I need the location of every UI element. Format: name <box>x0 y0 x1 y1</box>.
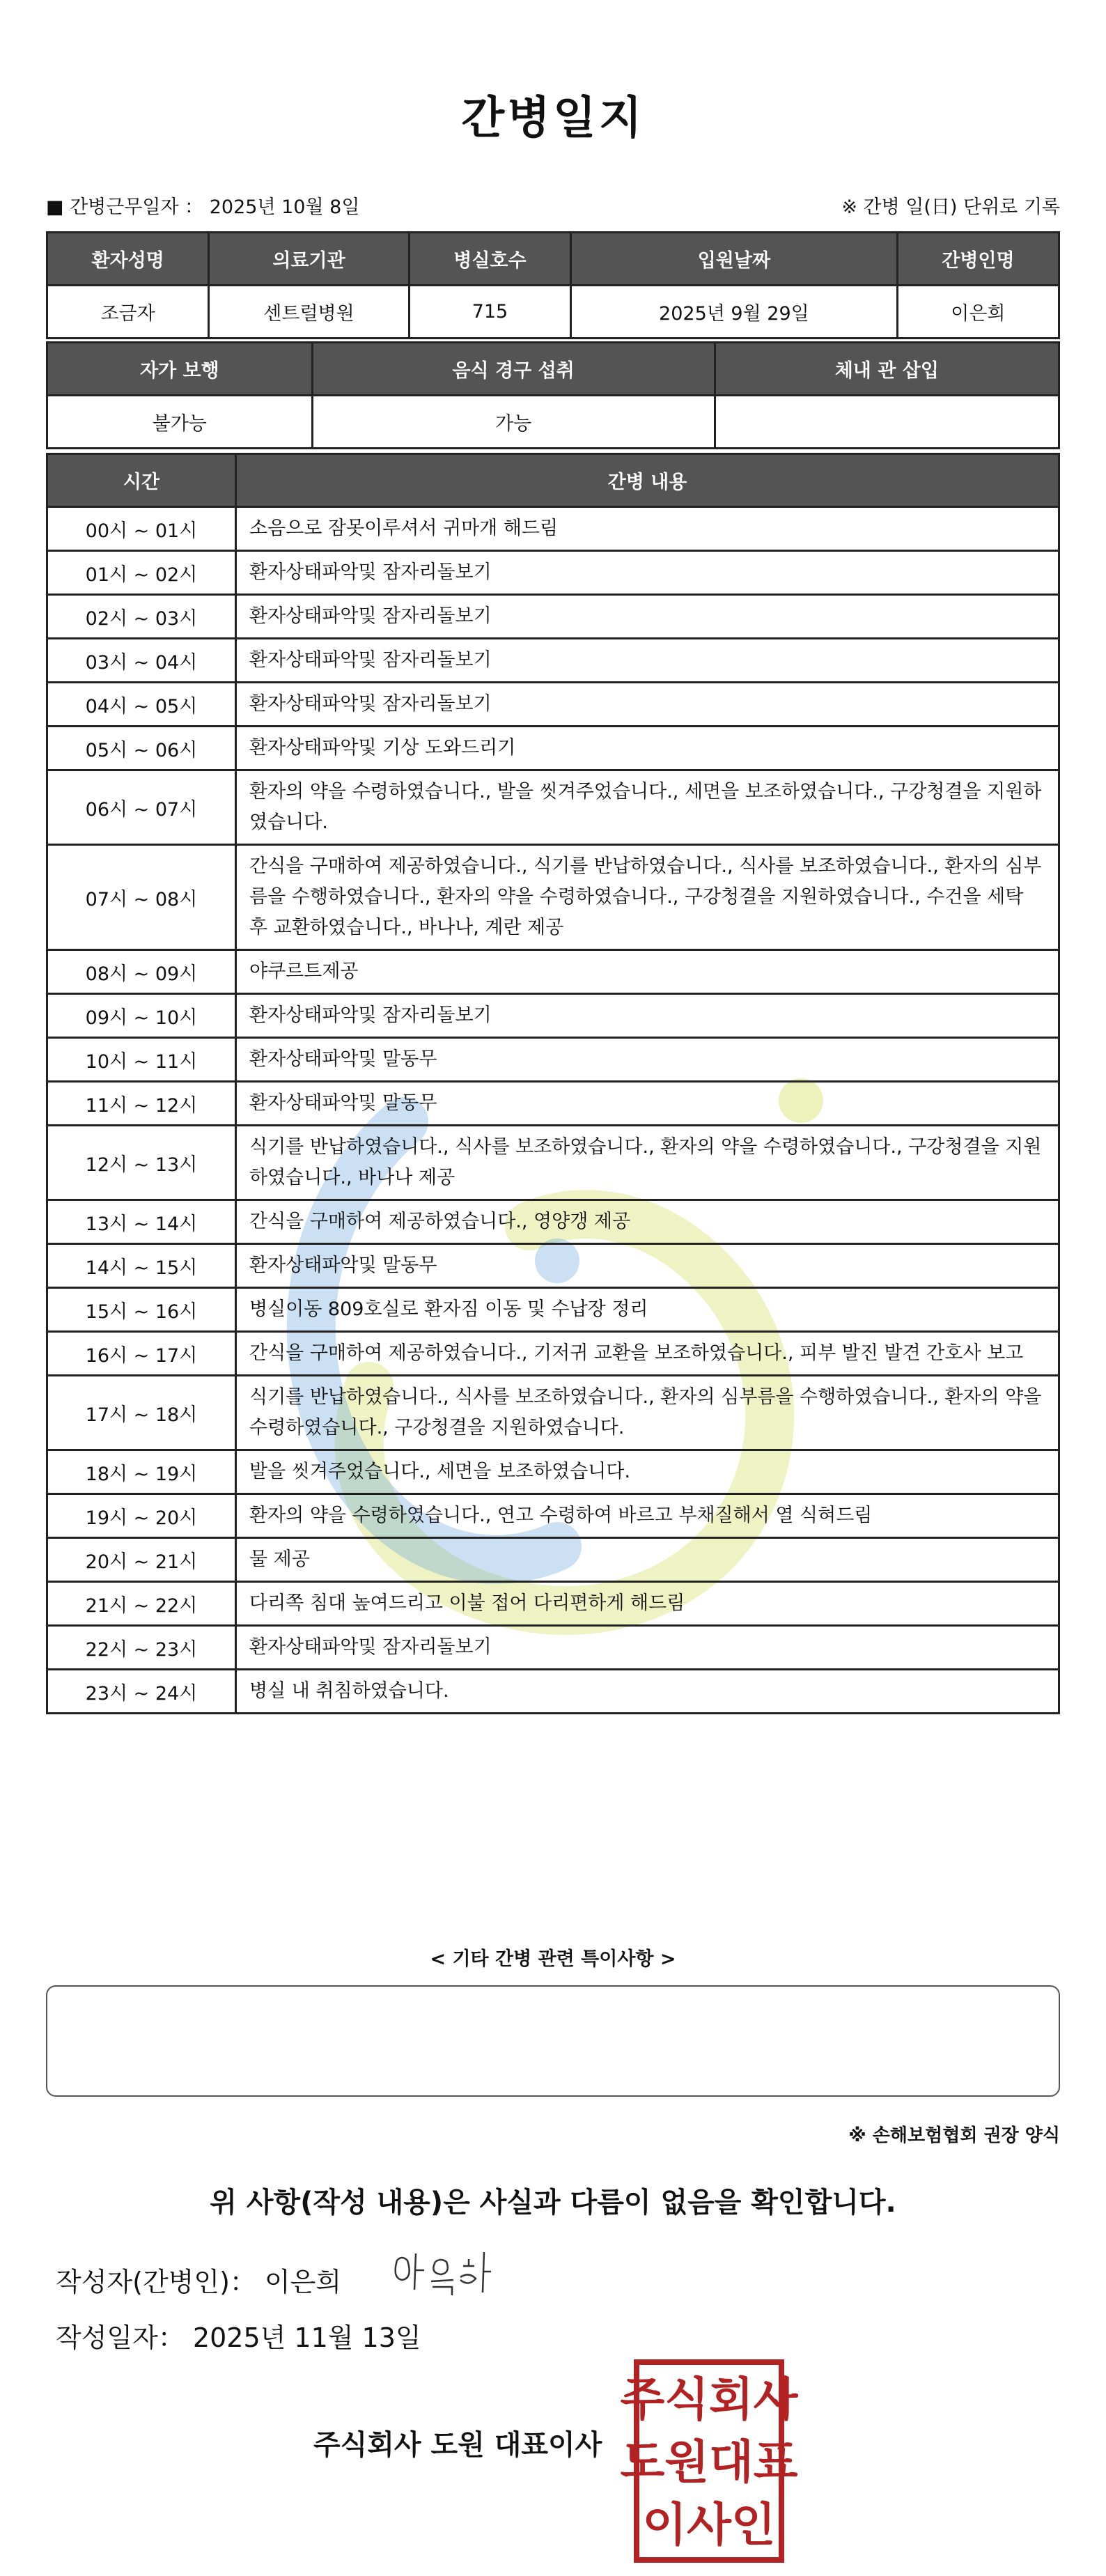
log-row <box>47 1244 1059 1288</box>
log-content: 환자상태파악및 잠자리돌보기 <box>236 551 1059 595</box>
care-log-table <box>46 453 1060 1714</box>
header-oral-intake: 음식 경구 섭취 <box>312 343 715 396</box>
log-content: 환자상태파악및 말동무 <box>236 1038 1059 1082</box>
log-row <box>47 770 1059 845</box>
writer-date-line: 작성일자： 2025년 11월 13일 <box>56 2322 421 2353</box>
log-row <box>47 595 1059 639</box>
log-row <box>47 1494 1059 1538</box>
signature-image <box>387 2247 498 2302</box>
svg-text:주식회사: 주식회사 <box>620 2373 798 2426</box>
log-row <box>47 1126 1059 1200</box>
log-row <box>47 1670 1059 1714</box>
log-time: 02시 ~ 03시 <box>47 595 236 639</box>
log-row <box>47 1450 1059 1494</box>
svg-text:이사인: 이사인 <box>642 2498 776 2552</box>
log-time: 14시 ~ 15시 <box>47 1244 236 1288</box>
log-content: 식기를 반납하였습니다., 식사를 보조하였습니다., 환자의 심부름을 수행하였습니다., 환자의 약을 수령하였습니다., 구강청결을 지원하였습니다. <box>236 1376 1059 1450</box>
log-row <box>47 1038 1059 1082</box>
log-row <box>47 1582 1059 1626</box>
self-walking-value: 불가능 <box>47 396 313 449</box>
log-time: 20시 ~ 21시 <box>47 1538 236 1582</box>
work-date: ■ 간병근무일자 ： 2025년 10월 8일 <box>46 196 360 218</box>
log-time: 07시 ~ 08시 <box>47 845 236 950</box>
log-content: 환자상태파악및 말동무 <box>236 1244 1059 1288</box>
log-time: 21시 ~ 22시 <box>47 1582 236 1626</box>
special-notes-box <box>46 1985 1060 2097</box>
svg-text:도원대표: 도원대표 <box>620 2435 798 2489</box>
log-content: 환자상태파악및 잠자리돌보기 <box>236 639 1059 683</box>
header-tube-insertion: 체내 관 삽입 <box>715 343 1059 396</box>
form-note: ※ 손해보험협회 권장 양식 <box>848 2125 1060 2146</box>
log-content: 발을 씻겨주었습니다., 세면을 보조하였습니다. <box>236 1450 1059 1494</box>
log-content: 소음으로 잠못이루셔서 귀마개 해드림 <box>236 507 1059 551</box>
log-row <box>47 683 1059 727</box>
log-time: 05시 ~ 06시 <box>47 727 236 770</box>
admission-date: 2025년 9월 29일 <box>571 286 898 339</box>
log-row <box>47 994 1059 1038</box>
log-content: 간식을 구매하여 제공하였습니다., 영양갱 제공 <box>236 1200 1059 1244</box>
tube-insertion-value <box>715 396 1059 449</box>
log-content: 환자상태파악및 잠자리돌보기 <box>236 595 1059 639</box>
log-time: 15시 ~ 16시 <box>47 1288 236 1332</box>
log-content: 환자의 약을 수령하였습니다., 연고 수령하여 바르고 부채질해서 열 식혀드림 <box>236 1494 1059 1538</box>
log-row <box>47 845 1059 950</box>
caregiver-name: 이은희 <box>897 286 1059 339</box>
header-hospital: 의료기관 <box>209 233 410 286</box>
patient-info-table <box>46 231 1060 339</box>
header-admission-date: 입원날짜 <box>571 233 898 286</box>
log-row <box>47 1626 1059 1670</box>
log-time: 12시 ~ 13시 <box>47 1126 236 1200</box>
log-time: 17시 ~ 18시 <box>47 1376 236 1450</box>
oral-intake-value: 가능 <box>312 396 715 449</box>
header-care-content: 간병 내용 <box>236 454 1059 507</box>
log-time: 11시 ~ 12시 <box>47 1082 236 1126</box>
log-time: 23시 ~ 24시 <box>47 1670 236 1714</box>
log-content: 야쿠르트제공 <box>236 950 1059 994</box>
header-patient-name: 환자성명 <box>47 233 209 286</box>
log-time: 16시 ~ 17시 <box>47 1332 236 1376</box>
log-time: 06시 ~ 07시 <box>47 770 236 845</box>
log-content: 병실이동 809호실로 환자짐 이동 및 수납장 정리 <box>236 1288 1059 1332</box>
log-content: 환자상태파악및 잠자리돌보기 <box>236 1626 1059 1670</box>
log-time: 10시 ~ 11시 <box>47 1038 236 1082</box>
log-time: 00시 ~ 01시 <box>47 507 236 551</box>
log-row <box>47 1200 1059 1244</box>
log-time: 03시 ~ 04시 <box>47 639 236 683</box>
log-content: 식기를 반납하였습니다., 식사를 보조하였습니다., 환자의 약을 수령하였습니다., 구강청결을 지원하였습니다., 바나나 제공 <box>236 1126 1059 1200</box>
log-row <box>47 1082 1059 1126</box>
patient-name: 조금자 <box>47 286 209 339</box>
log-time: 09시 ~ 10시 <box>47 994 236 1038</box>
log-time: 13시 ~ 14시 <box>47 1200 236 1244</box>
hospital: 센트럴병원 <box>209 286 410 339</box>
log-row <box>47 507 1059 551</box>
header-self-walking: 자가 보행 <box>47 343 313 396</box>
log-row <box>47 1538 1059 1582</box>
log-content: 환자상태파악및 기상 도와드리기 <box>236 727 1059 770</box>
log-content: 환자의 약을 수령하였습니다., 발을 씻겨주었습니다., 세면을 보조하였습니다., 구강청결을 지원하였습니다. <box>236 770 1059 845</box>
header-room-number: 병실호수 <box>409 233 570 286</box>
header-time: 시간 <box>47 454 236 507</box>
company-seal <box>620 2358 798 2564</box>
log-content: 물 제공 <box>236 1538 1059 1582</box>
log-content: 병실 내 취침하였습니다. <box>236 1670 1059 1714</box>
log-row <box>47 1376 1059 1450</box>
company-representative: 주식회사 도원 대표이사 <box>313 2429 602 2461</box>
log-time: 18시 ~ 19시 <box>47 1450 236 1494</box>
log-content: 간식을 구매하여 제공하였습니다., 기저귀 교환을 보조하였습니다., 피부 발진 발견 간호사 보고 <box>236 1332 1059 1376</box>
log-content: 환자상태파악및 말동무 <box>236 1082 1059 1126</box>
unit-note: ※ 간병 일(日) 단위로 기록 <box>841 196 1060 218</box>
log-time: 22시 ~ 23시 <box>47 1626 236 1670</box>
log-row <box>47 1332 1059 1376</box>
log-row <box>47 1288 1059 1332</box>
log-time: 19시 ~ 20시 <box>47 1494 236 1538</box>
log-time: 04시 ~ 05시 <box>47 683 236 727</box>
page-title: 간병일지 <box>461 93 645 144</box>
log-time: 08시 ~ 09시 <box>47 950 236 994</box>
log-content: 환자상태파악및 잠자리돌보기 <box>236 994 1059 1038</box>
log-content: 간식을 구매하여 제공하였습니다., 식기를 반납하였습니다., 식사를 보조하였습니다., 환자의 심부름을 수행하였습니다., 환자의 약을 수령하였습니다., 구강청결을 지원하였습니다., 수건을 세탁 후 교환하였습니다., 바나나, 계란 제공 <box>236 845 1059 950</box>
header-caregiver-name: 간병인명 <box>897 233 1059 286</box>
patient-status-table <box>46 341 1060 449</box>
log-row <box>47 950 1059 994</box>
log-content: 다리쪽 침대 높여드리고 이불 접어 다리편하게 해드림 <box>236 1582 1059 1626</box>
writer-line: 작성자(간병인)： 이은희 <box>56 2267 342 2297</box>
special-notes-title: < 기타 간병 관련 특이사항 > <box>430 1948 676 1970</box>
log-row <box>47 551 1059 595</box>
confirmation-statement: 위 사항(작성 내용)은 사실과 다름이 없음을 확인합니다. <box>210 2187 896 2219</box>
log-row <box>47 639 1059 683</box>
log-content: 환자상태파악및 잠자리돌보기 <box>236 683 1059 727</box>
log-time: 01시 ~ 02시 <box>47 551 236 595</box>
room-number: 715 <box>409 286 570 339</box>
log-row <box>47 727 1059 770</box>
